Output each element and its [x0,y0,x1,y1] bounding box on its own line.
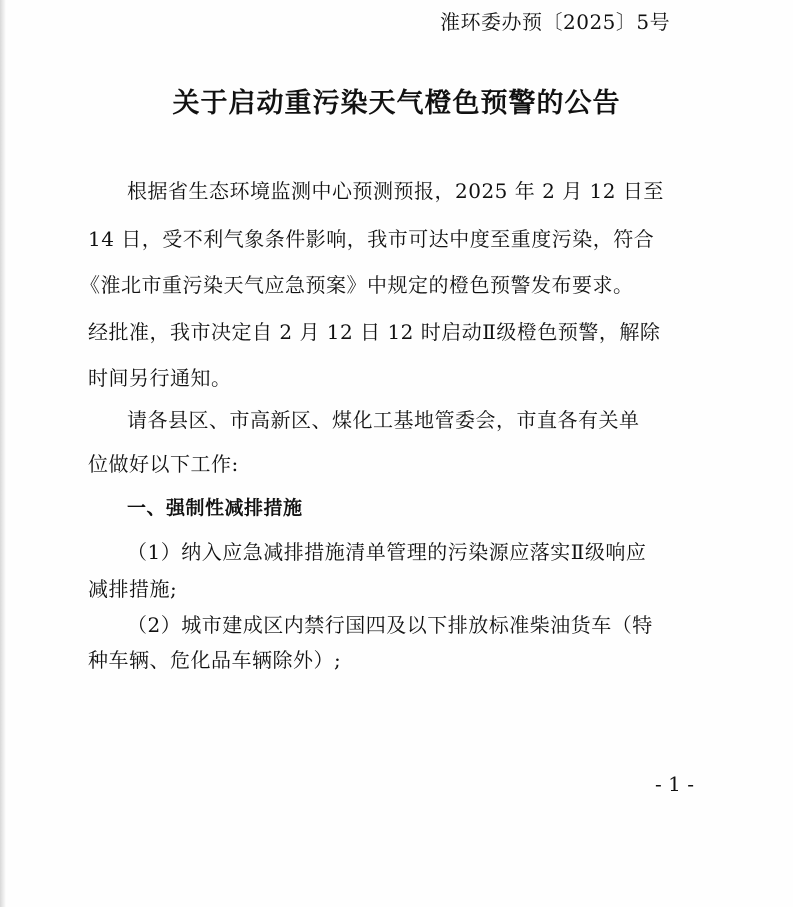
paragraph-1-line-4: 经批准，我市决定自 2 月 12 日 12 时启动Ⅱ级橙色预警，解除 [88,320,661,344]
paragraph-2-line-1: 请各县区、市高新区、煤化工基地管委会，市直各有关单 [127,408,640,432]
item-1-line-2: 减排措施; [88,577,178,601]
document-number: 淮环委办预〔2025〕5号 [440,10,671,34]
paragraph-1-line-2: 14 日，受不利气象条件影响，我市可达中度至重度污染，符合 [88,227,655,251]
paragraph-1-line-3: 《淮北市重污染天气应急预案》中规定的橙色预警发布要求。 [80,273,634,297]
document-title: 关于启动重污染天气橙色预警的公告 [172,88,621,119]
paragraph-2-line-2: 位做好以下工作: [88,452,239,476]
section-1-heading: 一、强制性减排措施 [127,497,303,519]
paragraph-1-line-5: 时间另行通知。 [88,366,232,390]
scan-edge-shadow [0,0,6,907]
item-2-line-2: 种车辆、危化品车辆除外）; [88,648,342,672]
item-2-line-1: （2）城市建成区内禁行国四及以下排放标准柴油货车（特 [127,613,653,637]
item-1-line-1: （1）纳入应急减排措施清单管理的污染源应落实Ⅱ级响应 [127,540,647,564]
paragraph-1-line-1: 根据省生态环境监测中心预测预报，2025 年 2 月 12 日至 [127,179,664,203]
page-number: - 1 - [655,772,694,796]
